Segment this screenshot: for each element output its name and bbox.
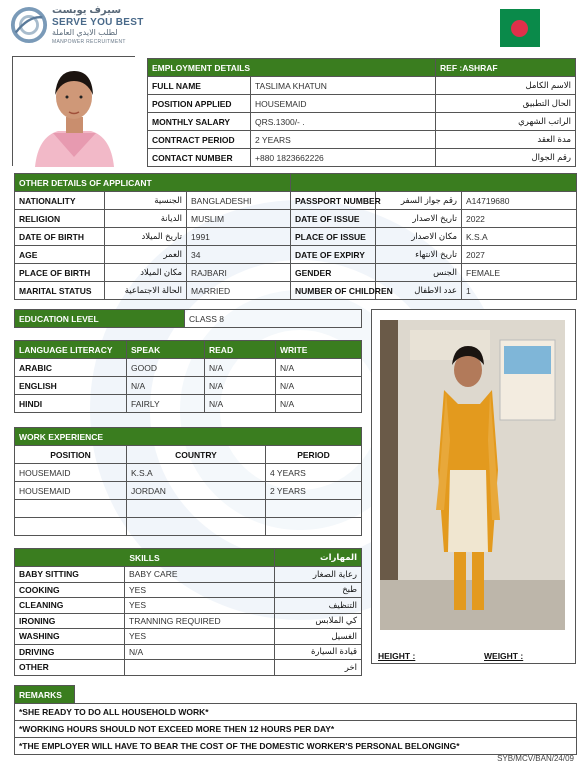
work-cell: K.S.A <box>127 464 266 482</box>
field-label: DATE OF ISSUE <box>291 210 376 228</box>
column-header: WRITE <box>276 341 362 359</box>
field-value: FEMALE <box>462 264 577 282</box>
field-value: A14719680 <box>462 192 577 210</box>
education-label: EDUCATION LEVEL <box>15 310 185 328</box>
skill-name-arabic: التنظيف <box>275 598 362 614</box>
skill-name: CLEANING <box>15 598 125 614</box>
field-label-arabic: مكان الاصدار <box>376 228 462 246</box>
field-label: GENDER <box>291 264 376 282</box>
language-name: ENGLISH <box>15 377 127 395</box>
skill-name: OTHER <box>15 660 125 676</box>
language-header-row <box>15 341 362 359</box>
employment-row <box>148 77 576 95</box>
skill-value: BABY CARE <box>125 567 275 583</box>
column-header: READ <box>205 341 276 359</box>
skill-name-arabic: اخر <box>275 660 362 676</box>
height-label: HEIGHT : <box>378 651 416 661</box>
field-label-arabic: الجنس <box>376 264 462 282</box>
work-row <box>15 500 362 518</box>
work-cell: HOUSEMAID <box>15 464 127 482</box>
work-row <box>15 464 362 482</box>
field-label: PLACE OF ISSUE <box>291 228 376 246</box>
field-label: POSITION APPLIED <box>148 95 251 113</box>
remark-text: *WORKING HOURS SHOULD NOT EXCEED MORE THEN 12 HOURS PER DAY* <box>15 721 577 738</box>
logo-subtitle: MANPOWER RECRUITMENT <box>52 39 126 45</box>
field-label: CONTRACT PERIOD <box>148 131 251 149</box>
field-value: QRS.1300/- . <box>251 113 436 131</box>
remark-line <box>15 738 577 755</box>
language-row <box>15 377 362 395</box>
full-body-photo <box>380 320 565 630</box>
field-label-arabic: الجنسية <box>105 192 187 210</box>
language-level: N/A <box>276 377 362 395</box>
field-value: 34 <box>187 246 291 264</box>
field-value: HOUSEMAID <box>251 95 436 113</box>
field-value: +880 1823662226 <box>251 149 436 167</box>
field-label-arabic: تاريخ الانتهاء <box>376 246 462 264</box>
language-row <box>15 359 362 377</box>
work-cell <box>127 518 266 536</box>
skill-row <box>15 629 362 645</box>
other-details-title-spacer <box>291 174 577 192</box>
other-details-row <box>15 210 577 228</box>
field-label-arabic: مدة العقد <box>436 131 576 149</box>
other-details-row <box>15 282 577 300</box>
employment-details-title: EMPLOYMENT DETAILS <box>148 59 436 77</box>
field-label-arabic: عدد الاطفال <box>376 282 462 300</box>
work-experience-table <box>14 427 362 536</box>
field-value: 2027 <box>462 246 577 264</box>
field-label-arabic: العمر <box>105 246 187 264</box>
other-details-row <box>15 246 577 264</box>
skill-row <box>15 567 362 583</box>
employment-details-table <box>147 58 576 167</box>
company-logo-icon <box>10 6 48 44</box>
field-label: MARITAL STATUS <box>15 282 105 300</box>
work-row <box>15 518 362 536</box>
skill-value: YES <box>125 598 275 614</box>
skill-name-arabic: قيادة السيارة <box>275 644 362 660</box>
skill-name: COOKING <box>15 582 125 598</box>
column-header: POSITION <box>15 446 127 464</box>
field-value: BANGLADESHI <box>187 192 291 210</box>
language-table <box>14 340 362 413</box>
skills-title: SKILLS <box>15 549 275 567</box>
field-label-arabic: تاريخ الميلاد <box>105 228 187 246</box>
remark-text: *SHE READY TO DO ALL HOUSEHOLD WORK* <box>15 704 577 721</box>
column-header: LANGUAGE LITERACY <box>15 341 127 359</box>
logo-name: SERVE YOU BEST <box>52 17 144 28</box>
skill-row <box>15 644 362 660</box>
column-header: PERIOD <box>266 446 362 464</box>
language-level: N/A <box>276 359 362 377</box>
language-level: N/A <box>205 395 276 413</box>
work-header-row <box>15 446 362 464</box>
skill-value <box>125 660 275 676</box>
work-cell <box>15 518 127 536</box>
field-label: NUMBER OF CHILDREN <box>291 282 376 300</box>
other-details-row <box>15 192 577 210</box>
logo-arabic-subtitle: لطلب الايدي العاملة <box>52 28 118 37</box>
skills-table <box>14 548 362 676</box>
document-code: SYB/MCV/BAN/24/09 <box>497 754 574 763</box>
language-level: N/A <box>205 359 276 377</box>
skill-name-arabic: رعاية الصغار <box>275 567 362 583</box>
field-label-arabic: الحالة الاجتماعية <box>105 282 187 300</box>
field-value: 2022 <box>462 210 577 228</box>
work-experience-title: WORK EXPERIENCE <box>15 428 362 446</box>
language-level: N/A <box>205 377 276 395</box>
field-label: MONTHLY SALARY <box>148 113 251 131</box>
skill-value: N/A <box>125 644 275 660</box>
field-value: RAJBARI <box>187 264 291 282</box>
language-level: GOOD <box>127 359 205 377</box>
skill-value: YES <box>125 582 275 598</box>
other-details-row <box>15 228 577 246</box>
skills-title-arabic: المهارات <box>275 549 362 567</box>
field-label-arabic: رقم جواز السفر <box>376 192 462 210</box>
skill-row <box>15 598 362 614</box>
remark-text: *THE EMPLOYER WILL HAVE TO BEAR THE COST OF THE DOMESTIC WORKER'S PERSONAL BELONGING* <box>15 738 577 755</box>
field-value: 1991 <box>187 228 291 246</box>
skill-name: DRIVING <box>15 644 125 660</box>
remarks-table <box>14 685 577 755</box>
language-level: N/A <box>276 395 362 413</box>
field-label: DATE OF BIRTH <box>15 228 105 246</box>
employment-row <box>148 149 576 167</box>
field-value: MARRIED <box>187 282 291 300</box>
work-row <box>15 482 362 500</box>
skill-value: YES <box>125 629 275 645</box>
skill-name: BABY SITTING <box>15 567 125 583</box>
field-value: TASLIMA KHATUN <box>251 77 436 95</box>
column-header: SPEAK <box>127 341 205 359</box>
skill-name-arabic: الغسيل <box>275 629 362 645</box>
skill-row <box>15 613 362 629</box>
logo-arabic-text: سيرف يوبست <box>52 5 122 16</box>
remarks-title-spacer <box>75 686 577 704</box>
language-name: ARABIC <box>15 359 127 377</box>
field-value: 2 YEARS <box>251 131 436 149</box>
other-details-title: OTHER DETAILS OF APPLICANT <box>15 174 291 192</box>
bangladesh-flag-icon <box>500 9 540 47</box>
language-name: HINDI <box>15 395 127 413</box>
field-label-arabic: الراتب الشهري <box>436 113 576 131</box>
remarks-title: REMARKS <box>15 686 75 704</box>
employment-row <box>148 131 576 149</box>
skill-value: TRANNING REQUIRED <box>125 613 275 629</box>
skill-row <box>15 660 362 676</box>
work-cell <box>266 518 362 536</box>
field-label-arabic: رقم الجوال <box>436 149 576 167</box>
skill-name-arabic: كي الملابس <box>275 613 362 629</box>
work-cell: 2 YEARS <box>266 482 362 500</box>
portrait-photo <box>12 56 135 166</box>
work-cell: 4 YEARS <box>266 464 362 482</box>
field-label-arabic: مكان الميلاد <box>105 264 187 282</box>
weight-label: WEIGHT : <box>484 651 524 661</box>
other-details-table <box>14 173 577 300</box>
field-label: PASSPORT NUMBER <box>291 192 376 210</box>
field-value: MUSLIM <box>187 210 291 228</box>
field-label: CONTACT NUMBER <box>148 149 251 167</box>
field-label: PLACE OF BIRTH <box>15 264 105 282</box>
field-value: 1 <box>462 282 577 300</box>
field-label-arabic: الاسم الكامل <box>436 77 576 95</box>
employment-row <box>148 95 576 113</box>
field-label-arabic: الحال التطبيق <box>436 95 576 113</box>
work-cell: HOUSEMAID <box>15 482 127 500</box>
field-label: AGE <box>15 246 105 264</box>
work-cell: JORDAN <box>127 482 266 500</box>
field-label-arabic: الديانة <box>105 210 187 228</box>
language-level: FAIRLY <box>127 395 205 413</box>
other-details-row <box>15 264 577 282</box>
field-value: K.S.A <box>462 228 577 246</box>
remark-line <box>15 721 577 738</box>
education-table <box>14 309 362 328</box>
work-cell <box>15 500 127 518</box>
field-label: RELIGION <box>15 210 105 228</box>
reference: REF :ASHRAF <box>436 59 576 77</box>
field-label: NATIONALITY <box>15 192 105 210</box>
remark-line <box>15 704 577 721</box>
education-value: CLASS 8 <box>185 310 362 328</box>
skill-row <box>15 582 362 598</box>
skill-name-arabic: طبخ <box>275 582 362 598</box>
field-label: DATE OF EXPIRY <box>291 246 376 264</box>
skill-name: IRONING <box>15 613 125 629</box>
employment-row <box>148 113 576 131</box>
field-label: FULL NAME <box>148 77 251 95</box>
language-level: N/A <box>127 377 205 395</box>
field-label-arabic: تاريخ الاصدار <box>376 210 462 228</box>
work-cell <box>266 500 362 518</box>
skill-name: WASHING <box>15 629 125 645</box>
column-header: COUNTRY <box>127 446 266 464</box>
work-cell <box>127 500 266 518</box>
language-row <box>15 395 362 413</box>
